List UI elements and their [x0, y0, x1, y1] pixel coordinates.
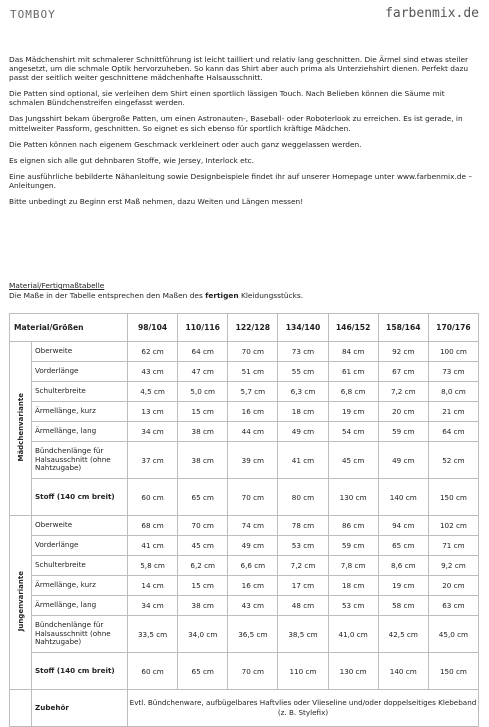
table-cell: 49 cm — [378, 442, 428, 479]
table-cell: 38 cm — [178, 422, 228, 442]
row-label: Schulterbreite — [32, 556, 128, 576]
measurement-table — [9, 313, 479, 727]
table-cell: 150 cm — [428, 479, 478, 516]
table-cell: 38,5 cm — [278, 616, 328, 653]
table-cell: 100 cm — [428, 342, 478, 362]
row-label: Ärmellänge, kurz — [32, 402, 128, 422]
pattern-name: TOMBOY — [10, 8, 56, 21]
table-cell: 42,5 cm — [378, 616, 428, 653]
table-row — [10, 596, 479, 616]
table-row — [10, 382, 479, 402]
table-cell: 7,2 cm — [378, 382, 428, 402]
table-row — [10, 362, 479, 382]
table-cell: 60 cm — [128, 653, 178, 690]
table-cell: 43 cm — [228, 596, 278, 616]
table-cell: 92 cm — [378, 342, 428, 362]
table-cell: 34,0 cm — [178, 616, 228, 653]
table-cell: 110 cm — [278, 653, 328, 690]
table-cell: 5,7 cm — [228, 382, 278, 402]
table-cell: 6,2 cm — [178, 556, 228, 576]
table-cell: 65 cm — [178, 479, 228, 516]
table-cell: 51 cm — [228, 362, 278, 382]
table-cell: 59 cm — [328, 536, 378, 556]
table-cell: 45 cm — [178, 536, 228, 556]
row-label: Ärmellänge, lang — [32, 422, 128, 442]
group-label-boys: Jungenvariante — [10, 516, 32, 690]
row-label: Ärmellänge, lang — [32, 596, 128, 616]
table-cell: 45 cm — [328, 442, 378, 479]
table-cell: 64 cm — [428, 422, 478, 442]
table-cell: 6,3 cm — [278, 382, 328, 402]
table-cell: 64 cm — [178, 342, 228, 362]
table-cell: 43 cm — [128, 362, 178, 382]
header-corner: Material/Größen — [10, 314, 128, 342]
intro-paragraph: Die Patten sind optional, sie verleihen dem Shirt einen sportlich lässigen Touch. Nach Belieben können die Säume mit schmalen Bündchenstreifen eingefasst werden. — [9, 89, 445, 108]
table-cell: 8,0 cm — [428, 382, 478, 402]
table-cell: 71 cm — [428, 536, 478, 556]
table-cell: 20 cm — [428, 576, 478, 596]
table-cell: 7,8 cm — [328, 556, 378, 576]
row-label: Oberweite — [32, 516, 128, 536]
row-label: Schulterbreite — [32, 382, 128, 402]
row-label: Oberweite — [32, 342, 128, 362]
table-cell: 70 cm — [178, 516, 228, 536]
table-cell: 53 cm — [328, 596, 378, 616]
row-label: Stoff (140 cm breit) — [32, 479, 128, 516]
intro-paragraph: Bitte unbedingt zu Beginn erst Maß nehmen, dazu Weiten und Längen messen! — [9, 197, 304, 207]
brand-logo: farbenmix.de — [385, 6, 479, 21]
table-cell: 70 cm — [228, 479, 278, 516]
table-cell: 18 cm — [278, 402, 328, 422]
row-label: Bündchenlänge für Halsausschnitt (ohne Nahtzugabe) — [32, 442, 128, 479]
size-header: 110/116 — [178, 314, 228, 342]
accessories-value: Evtl. Bündchenware, aufbügelbares Haftvlies oder Vlieseline und/oder doppelseitiges Klebeband (z. B. Stylefix) — [128, 690, 479, 727]
table-row — [10, 422, 479, 442]
table-cell: 102 cm — [428, 516, 478, 536]
table-cell: 7,2 cm — [278, 556, 328, 576]
page-header — [10, 6, 479, 26]
table-header-row — [10, 314, 479, 342]
size-header: 170/176 — [428, 314, 478, 342]
row-label: Ärmellänge, kurz — [32, 576, 128, 596]
table-cell: 130 cm — [328, 479, 378, 516]
table-title: Material/Fertigmaßtabelle — [9, 281, 105, 290]
table-row — [10, 556, 479, 576]
table-cell: 55 cm — [278, 362, 328, 382]
group-label-girls: Mädchenvariante — [10, 342, 32, 516]
table-subtitle — [9, 291, 303, 301]
intro-paragraph: Es eignen sich alle gut dehnbaren Stoffe, wie Jersey, Interlock etc. — [9, 155, 255, 165]
subtitle-part: Kleidungsstücks. — [238, 291, 304, 300]
table-cell: 54 cm — [328, 422, 378, 442]
table-cell: 4,5 cm — [128, 382, 178, 402]
table-row — [10, 342, 479, 362]
table-cell: 34 cm — [128, 422, 178, 442]
table-cell: 52 cm — [428, 442, 478, 479]
table-cell: 150 cm — [428, 653, 478, 690]
table-row — [10, 402, 479, 422]
table-cell: 38 cm — [178, 442, 228, 479]
intro-paragraph: Das Mädchenshirt mit schmalerer Schnittführung ist leicht tailliert und relativ lang geschnitten. Die Ärmel sind etwas steiler angesetzt, um die schmale Optik hervorzuheben. So kann das Shirt aber auch prima als Unterziehshirt dienen. Perfekt dazu passt der seitlich weiter geschnittene mädchenhafte Halsausschnitt. — [9, 55, 469, 83]
table-cell: 16 cm — [228, 402, 278, 422]
table-cell: 36,5 cm — [228, 616, 278, 653]
table-cell: 16 cm — [228, 576, 278, 596]
table-cell: 94 cm — [378, 516, 428, 536]
table-cell: 67 cm — [378, 362, 428, 382]
table-cell: 34 cm — [128, 596, 178, 616]
table-cell: 47 cm — [178, 362, 228, 382]
table-cell: 73 cm — [428, 362, 478, 382]
table-cell: 48 cm — [278, 596, 328, 616]
row-label: Vorderlänge — [32, 536, 128, 556]
subtitle-part: Die Maße in der Tabelle entsprechen den Maßen des — [9, 291, 206, 300]
table-cell: 17 cm — [278, 576, 328, 596]
table-cell: 49 cm — [228, 536, 278, 556]
row-label: Stoff (140 cm breit) — [32, 653, 128, 690]
row-label: Vorderlänge — [32, 362, 128, 382]
table-cell: 53 cm — [278, 536, 328, 556]
table-cell: 37 cm — [128, 442, 178, 479]
table-cell: 9,2 cm — [428, 556, 478, 576]
table-cell: 33,5 cm — [128, 616, 178, 653]
table-cell: 70 cm — [228, 653, 278, 690]
table-row — [10, 516, 479, 536]
table-row — [10, 653, 479, 690]
table-cell: 78 cm — [278, 516, 328, 536]
table-heading — [9, 281, 303, 301]
size-header: 158/164 — [378, 314, 428, 342]
table-cell: 140 cm — [378, 653, 428, 690]
table-cell: 41,0 cm — [328, 616, 378, 653]
table-cell: 6,8 cm — [328, 382, 378, 402]
intro-paragraph: Das Jungsshirt bekam übergroße Patten, um einen Astronauten-, Baseball- oder Roboterlook zu erreichen. Es ist gerade, in mittelweiter Passform, geschnitten. So eignet es sich ebenso für sportlich kräftige Mädchen. — [9, 114, 463, 133]
table-cell: 15 cm — [178, 576, 228, 596]
table-row — [10, 479, 479, 516]
table-row — [10, 442, 479, 479]
table-cell: 41 cm — [278, 442, 328, 479]
table-cell: 18 cm — [328, 576, 378, 596]
table-cell: 65 cm — [378, 536, 428, 556]
size-header: 146/152 — [328, 314, 378, 342]
table-cell: 130 cm — [328, 653, 378, 690]
table-cell: 39 cm — [228, 442, 278, 479]
group-spacer — [10, 690, 32, 727]
table-cell: 65 cm — [178, 653, 228, 690]
table-cell: 45,0 cm — [428, 616, 478, 653]
row-label: Zubehör — [32, 690, 128, 727]
table-row — [10, 616, 479, 653]
table-cell: 73 cm — [278, 342, 328, 362]
table-cell: 68 cm — [128, 516, 178, 536]
table-cell: 38 cm — [178, 596, 228, 616]
subtitle-bold: fertigen — [205, 291, 239, 300]
intro-paragraph: Die Patten können nach eigenem Geschmack verkleinert oder auch ganz weggelassen werden. — [9, 139, 362, 149]
table-cell: 61 cm — [328, 362, 378, 382]
intro-paragraph: Eine ausführliche bebilderte Nähanleitung sowie Designbeispiele findet ihr auf unserer Homepage unter www.farbenmix.de – Anleitungen. — [9, 171, 473, 190]
table-cell: 140 cm — [378, 479, 428, 516]
size-header: 134/140 — [278, 314, 328, 342]
table-cell: 20 cm — [378, 402, 428, 422]
intro-text — [9, 55, 479, 213]
table-cell: 8,6 cm — [378, 556, 428, 576]
table-cell: 14 cm — [128, 576, 178, 596]
table-cell: 41 cm — [128, 536, 178, 556]
accessories-row — [10, 690, 479, 727]
table-cell: 80 cm — [278, 479, 328, 516]
table-cell: 62 cm — [128, 342, 178, 362]
table-cell: 84 cm — [328, 342, 378, 362]
table-cell: 21 cm — [428, 402, 478, 422]
table-cell: 63 cm — [428, 596, 478, 616]
table-cell: 19 cm — [328, 402, 378, 422]
table-cell: 49 cm — [278, 422, 328, 442]
table-cell: 44 cm — [228, 422, 278, 442]
row-label: Bündchenlänge für Halsausschnitt (ohne Nahtzugabe) — [32, 616, 128, 653]
size-header: 122/128 — [228, 314, 278, 342]
table-cell: 5,8 cm — [128, 556, 178, 576]
table-cell: 59 cm — [378, 422, 428, 442]
size-header: 98/104 — [128, 314, 178, 342]
table-cell: 19 cm — [378, 576, 428, 596]
table-row — [10, 576, 479, 596]
table-cell: 60 cm — [128, 479, 178, 516]
table-cell: 58 cm — [378, 596, 428, 616]
table-cell: 74 cm — [228, 516, 278, 536]
table-cell: 15 cm — [178, 402, 228, 422]
table-cell: 5,0 cm — [178, 382, 228, 402]
table-cell: 86 cm — [328, 516, 378, 536]
table-cell: 13 cm — [128, 402, 178, 422]
table-row — [10, 536, 479, 556]
table-cell: 6,6 cm — [228, 556, 278, 576]
table-cell: 70 cm — [228, 342, 278, 362]
